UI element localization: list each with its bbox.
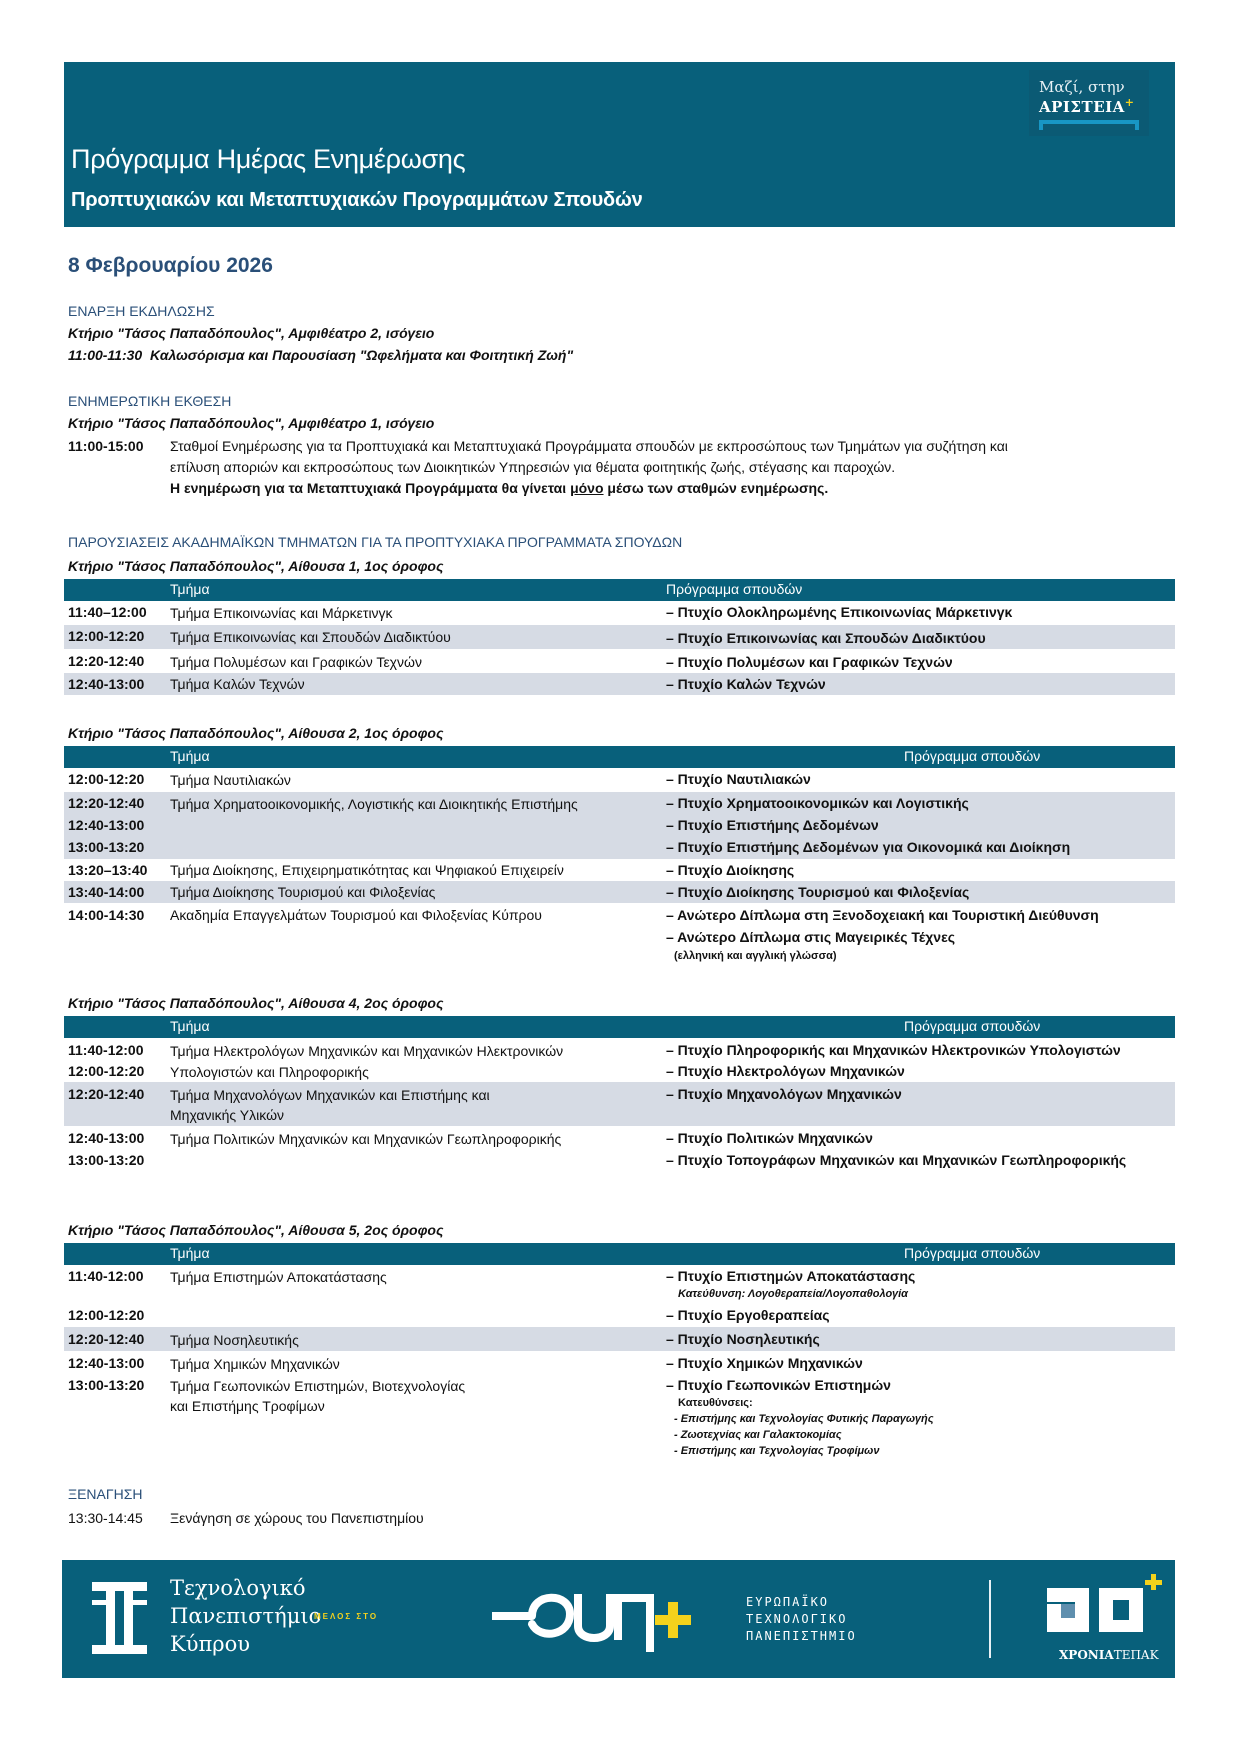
row-dept: Τμήμα Χημικών Μηχανικών [170,1356,340,1372]
row-subhead: Κατευθύνσεις: [678,1397,753,1409]
row-program: – Πτυχίο Χημικών Μηχανικών [666,1355,863,1371]
opening-heading: ΕΝΑΡΞΗ ΕΚΔΗΛΩΣΗΣ [68,303,215,319]
exhibition-location: Κτήριο "Τάσος Παπαδόπουλος", Αμφιθέατρο 1, ισόγειο [68,415,435,431]
row-time: 12:00-12:20 [68,1063,145,1079]
direction-item: - Επιστήμης και Τεχνολογίας Τροφίμων [674,1445,880,1457]
page-title: Πρόγραμμα Ημέρας Ενημέρωσης [71,144,466,174]
table-row [64,1082,1175,1126]
col-program: Πρόγραμμα σπουδών [666,581,803,597]
row-program: – Πτυχίο Ολοκληρωμένης Επικοινωνίας Μάρκετινγκ [666,604,1013,620]
col-dept: Τμήμα [170,748,210,764]
row-program: – Πτυχίο Χρηματοοικονομικών και Λογιστικής [666,795,969,811]
opening-time: 11:00-11:30 [68,347,143,363]
note-post: μέσω των σταθμών ενημέρωσης. [603,480,829,496]
row-time: 12:20-12:40 [68,795,145,811]
footer-divider [989,1580,991,1658]
row-program: – Πτυχίο Τοπογράφων Μηχανικών και Μηχανικών Γεωπληροφορικής [666,1152,1127,1168]
table-header [64,579,1175,601]
anniv-regular: ΤΕΠΑΚ [1113,1648,1159,1662]
aristeia-word: ΑΡΙΣΤΕΙΑ [1039,98,1125,116]
plus-icon: + [1124,96,1135,109]
footer-banner [62,1560,1175,1678]
table-row [64,1327,1175,1351]
room4-table [64,1016,1175,1172]
table-row [64,792,1175,859]
table-row [64,903,1175,969]
university-line: Κύπρου [170,1632,251,1656]
row-program: – Πτυχίο Διοίκησης [666,862,795,878]
row-program: – Πτυχίο Νοσηλευτικής [666,1331,820,1347]
row-dept: Τμήμα Ηλεκτρολόγων Μηχανικών και Μηχανικών Ηλεκτρονικών [170,1043,564,1059]
eut-name [746,1594,857,1645]
row-time: 12:00-12:20 [68,1307,145,1323]
tour-heading: ΞΕΝΑΓΗΣΗ [68,1486,143,1502]
table-row [64,1305,1175,1327]
opening-location: Κτήριο "Τάσος Παπαδόπουλος", Αμφιθέατρο 2, ισόγειο [68,325,435,341]
table-row [64,625,1175,649]
row-dept: Τμήμα Καλών Τεχνών [170,676,305,692]
row-dept: Υπολογιστών και Πληροφορικής [170,1064,369,1080]
opening-text: Καλωσόρισμα και Παρουσίαση "Ωφελήματα και Φοιτητική Ζωή" [149,347,574,363]
row-time: 13:00-13:20 [68,839,145,855]
row-dept: Τμήμα Χρηματοοικονομικής, Λογιστικής και Διοικητικής Επιστήμης [170,796,578,812]
room1-table [64,579,1175,695]
member-of-label: ΜΕΛΟΣ ΣΤΟ [314,1612,379,1621]
presentations-heading: ΠΑΡΟΥΣΙΑΣΕΙΣ ΑΚΑΔΗΜΑΪΚΩΝ ΤΜΗΜΑΤΩΝ ΓΙΑ ΤΑ ΠΡΟΠΤΥΧΙΑΚΑ ΠΡΟΓΡΑΜΜΑΤΑ ΣΠΟΥΔΩΝ [68,534,683,550]
row-dept: Τμήμα Πολυμέσων και Γραφικών Τεχνών [170,654,422,670]
eut-logo-icon [492,1580,712,1660]
room4-location: Κτήριο "Τάσος Παπαδόπουλος", Αίθουσα 4, 2ος όροφος [68,995,444,1011]
row-time: 13:00-13:20 [68,1152,145,1168]
row-dept: Τμήμα Πολιτικών Μηχανικών και Μηχανικών Γεωπληροφορικής [170,1131,562,1147]
row-program: – Ανώτερο Δίπλωμα στις Μαγειρικές Τέχνες [666,929,956,945]
row-time: 12:40-13:00 [68,676,145,692]
table-row [64,859,1175,881]
row-dept: Τμήμα Ναυτιλιακών [170,772,291,788]
table-row [64,1351,1175,1373]
university-line: Πανεπιστήμιο [170,1604,322,1628]
table-header [64,1243,1175,1265]
col-dept: Τμήμα [170,1018,210,1034]
row-time: 12:40-13:00 [68,1355,145,1371]
col-dept: Τμήμα [170,581,210,597]
row-time: 13:20–13:40 [68,862,148,878]
row-dept: Μηχανικής Υλικών [170,1107,285,1123]
table-row [64,1265,1175,1305]
row-dept: και Επιστήμης Τροφίμων [170,1398,325,1414]
room2-location: Κτήριο "Τάσος Παπαδόπουλος", Αίθουσα 2, 1ος όροφος [68,725,444,741]
row-program: – Πτυχίο Εργοθεραπείας [666,1307,830,1323]
direction-item: - Ζωοτεχνίας και Γαλακτοκομίας [674,1429,842,1441]
row-program: – Πτυχίο Επιστημών Αποκατάστασης [666,1268,916,1284]
row-program: – Πτυχίο Πληροφορικής και Μηχανικών Ηλεκτρονικών Υπολογιστών [666,1042,1121,1058]
room1-location: Κτήριο "Τάσος Παπαδόπουλος", Αίθουσα 1, 1ος όροφος [68,558,444,574]
row-program: – Πτυχίο Ναυτιλιακών [666,771,811,787]
row-program: – Πτυχίο Καλών Τεχνών [666,676,826,692]
row-time: 11:40-12:00 [68,1268,144,1284]
row-time: 12:20-12:40 [68,653,145,669]
row-time: 12:40-13:00 [68,817,145,833]
anniv-bold: ΧΡΟΝΙΑ [1059,1648,1114,1662]
row-time: 14:00-14:30 [68,907,145,923]
row-dept: Τμήμα Επικοινωνίας και Μάρκετινγκ [170,605,393,621]
col-program: Πρόγραμμα σπουδών [904,1245,1041,1261]
opening-line [68,347,573,363]
aristeia-bar-right [1135,120,1139,130]
table-header [64,746,1175,768]
exhibition-text-2: επίλυση αποριών και εκπροσώπους των Διοικητικών Υπηρεσιών για θέματα φοιτητικής ζωής, στέγασης και παροχών. [170,459,896,475]
row-program: – Πτυχίο Επικοινωνίας και Σπουδών Διαδικτύου [666,630,986,646]
room5-table [64,1243,1175,1463]
anniversary-label [1059,1648,1159,1662]
header-banner [64,62,1175,227]
row-time: 12:00-12:20 [68,771,145,787]
row-time: 12:40-13:00 [68,1130,145,1146]
room5-location: Κτήριο "Τάσος Παπαδόπουλος", Αίθουσα 5, 2ος όροφος [68,1222,444,1238]
table-row [64,1373,1175,1463]
table-row [64,601,1175,625]
note-pre: Η ενημέρωση για τα Μεταπτυχιακά Προγράμματα θα γίνεται [170,480,571,496]
table-row [64,649,1175,673]
event-date: 8 Φεβρουαρίου 2026 [68,254,273,277]
exhibition-time: 11:00-15:00 [68,438,144,454]
row-dept: Τμήμα Επιστημών Αποκατάστασης [170,1269,387,1285]
aristeia-bar-left [1039,120,1043,130]
table-row [64,673,1175,695]
row-dept: Τμήμα Γεωπονικών Επιστημών, Βιοτεχνολογίας [170,1378,466,1394]
col-program: Πρόγραμμα σπουδών [904,1018,1041,1034]
eut-line: ΤΕΧΝΟΛΟΓΙΚΟ [746,1612,848,1626]
row-program: – Πτυχίο Επιστήμης Δεδομένων για Οικονομικά και Διοίκηση [666,839,1071,855]
page-subtitle: Προπτυχιακών και Μεταπτυχιακών Προγραμμάτων Σπουδών [71,189,643,211]
row-program: – Πτυχίο Πολυμέσων και Γραφικών Τεχνών [666,654,953,670]
row-time: 12:00-12:20 [68,628,145,644]
col-program: Πρόγραμμα σπουδών [904,748,1041,764]
table-row [64,881,1175,903]
row-time: 13:40-14:00 [68,884,145,900]
row-program: – Πτυχίο Διοίκησης Τουρισμού και Φιλοξενίας [666,884,970,900]
row-dept: Τμήμα Διοίκησης, Επιχειρηματικότητας και Ψηφιακού Επιχειρείν [170,862,564,878]
tour-text: Ξενάγηση σε χώρους του Πανεπιστημίου [170,1510,424,1526]
row-program: – Πτυχίο Μηχανολόγων Μηχανικών [666,1086,902,1102]
exhibition-text-1: Σταθμοί Ενημέρωσης για τα Προπτυχιακά και Μεταπτυχιακά Προγράμματα σπουδών με εκπροσώπους των Τμημάτων για συζήτηση και [170,438,1008,454]
row-time: 11:40–12:00 [68,604,147,620]
row-dept: Τμήμα Επικοινωνίας και Σπουδών Διαδικτύου [170,629,451,645]
university-line: Τεχνολογικό [170,1576,306,1600]
tepak-logo-icon [92,1582,147,1654]
row-note: Κατεύθυνση: Λογοθεραπεία/Λογοπαθολογία [678,1288,908,1300]
table-row [64,768,1175,792]
aristeia-bar-icon [1039,120,1139,124]
row-note: (ελληνική και αγγλική γλώσσα) [674,950,837,962]
col-dept: Τμήμα [170,1245,210,1261]
tour-time: 13:30-14:45 [68,1510,143,1526]
row-dept: Τμήμα Μηχανολόγων Μηχανικών και Επιστήμης και [170,1087,490,1103]
row-dept: Τμήμα Διοίκησης Τουρισμού και Φιλοξενίας [170,884,436,900]
row-dept: Τμήμα Νοσηλευτικής [170,1332,299,1348]
row-time: 12:20-12:40 [68,1331,145,1347]
table-header [64,1016,1175,1038]
row-program: – Πτυχίο Γεωπονικών Επιστημών [666,1377,891,1393]
aristeia-line2 [1039,96,1135,116]
row-time: 13:00-13:20 [68,1377,145,1393]
row-program: – Πτυχίο Ηλεκτρολόγων Μηχανικών [666,1063,905,1079]
university-name [170,1574,321,1658]
table-row [64,1126,1175,1172]
row-dept: Ακαδημία Επαγγελμάτων Τουρισμού και Φιλοξενίας Κύπρου [170,907,542,923]
row-program: – Πτυχίο Πολιτικών Μηχανικών [666,1130,873,1146]
exhibition-heading: ΕΝΗΜΕΡΩΤΙΚΗ ΕΚΘΕΣΗ [68,393,232,409]
row-time: 11:40-12:00 [68,1042,144,1058]
table-row [64,1038,1175,1082]
aristeia-line1: Μαζί, στην [1039,78,1125,96]
room2-table [64,746,1175,969]
exhibition-note [170,480,828,496]
row-program: – Ανώτερο Δίπλωμα στη Ξενοδοχειακή και Τουριστική Διεύθυνση [666,907,1099,923]
anniversary-20-icon [1047,1574,1167,1644]
row-time: 12:20-12:40 [68,1086,145,1102]
direction-item: - Επιστήμης και Τεχνολογίας Φυτικής Παραγωγής [674,1413,934,1425]
aristeia-logo [1029,70,1149,136]
eut-line: ΕΥΡΩΠΑΪΚΟ [746,1595,830,1609]
row-program: – Πτυχίο Επιστήμης Δεδομένων [666,817,879,833]
note-emph: μόνο [570,480,604,496]
eut-line: ΠΑΝΕΠΙΣΤΗΜΙΟ [746,1629,857,1643]
